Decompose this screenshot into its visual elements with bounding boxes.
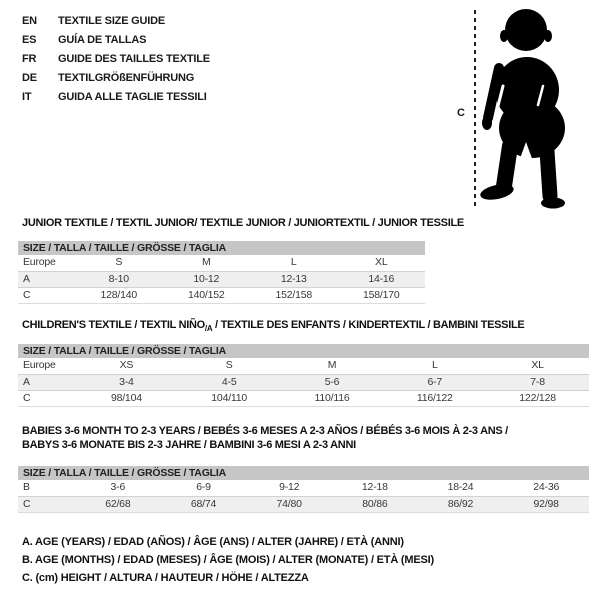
footnote-age-months: B. AGE (MONTHS) / EDAD (MESES) / ÂGE (MOIS) / ALTER (MONATE) / ETÀ (MESI) bbox=[22, 554, 434, 566]
language-row-es bbox=[22, 31, 210, 50]
table-cell: 62/68 bbox=[105, 498, 131, 510]
guide-title-en: TEXTILE SIZE GUIDE bbox=[58, 15, 166, 27]
table-cell: 6-7 bbox=[427, 376, 443, 388]
junior-section-heading: JUNIOR TEXTILE / TEXTIL JUNIOR/ TEXTILE JUNIOR / JUNIORTEXTIL / JUNIOR TESSILE bbox=[22, 217, 464, 229]
table-cell: 140/152 bbox=[187, 289, 225, 301]
table-cell: 6-9 bbox=[196, 481, 211, 493]
table-cell: 18-24 bbox=[447, 481, 474, 493]
children-size-table bbox=[18, 344, 589, 407]
table-cell: 10-12 bbox=[193, 273, 220, 285]
language-code: EN bbox=[22, 15, 37, 27]
language-code: ES bbox=[22, 34, 37, 46]
table-cell: 9-12 bbox=[279, 481, 300, 493]
table-cell: M bbox=[327, 359, 337, 371]
table-row-europe bbox=[18, 255, 425, 271]
guide-title-es: GUÍA DE TALLAS bbox=[58, 34, 147, 46]
table-cell: 104/110 bbox=[211, 392, 248, 404]
height-measure-label: C bbox=[457, 107, 465, 119]
junior-size-table bbox=[18, 241, 425, 304]
language-code: DE bbox=[22, 72, 37, 84]
table-cell: 8-10 bbox=[108, 273, 129, 285]
table-cell: 122/128 bbox=[519, 392, 556, 404]
table-cell: 74/80 bbox=[276, 498, 302, 510]
guide-title-it: GUIDA ALLE TAGLIE TESSILI bbox=[58, 91, 207, 103]
table-cell: 158/170 bbox=[362, 289, 400, 301]
babies-section-heading bbox=[22, 424, 508, 452]
table-cell: 4-5 bbox=[221, 376, 237, 388]
table-cell: 12-18 bbox=[361, 481, 388, 493]
heading-text: CHILDREN'S TEXTILE / TEXTIL NIÑO bbox=[22, 319, 205, 331]
row-label: Europe bbox=[23, 256, 56, 268]
table-cell: 116/122 bbox=[416, 392, 453, 404]
height-measure-dashed-line bbox=[474, 10, 476, 208]
size-bar: SIZE / TALLA / TAILLE / GRÖSSE / TAGLIA bbox=[18, 344, 589, 358]
heading-line-1: BABIES 3-6 MONTH TO 2-3 YEARS / BEBÉS 3-6 MESES A 2-3 AÑOS / BÉBÉS 3-6 MOIS À 2-3 ANS / bbox=[22, 425, 508, 437]
table-cell: 5-6 bbox=[324, 376, 340, 388]
language-row-de bbox=[22, 69, 210, 88]
language-row-fr bbox=[22, 50, 210, 69]
table-cell: 12-13 bbox=[280, 273, 307, 285]
table-cell: 3-4 bbox=[119, 376, 134, 388]
heading-text: / TEXTILE DES ENFANTS / KINDERTEXTIL / BAMBINI TESSILE bbox=[212, 319, 525, 331]
table-cell: M bbox=[201, 256, 211, 268]
size-bar: SIZE / TALLA / TAILLE / GRÖSSE / TAGLIA bbox=[18, 241, 425, 255]
guide-title-fr: GUIDE DES TAILLES TEXTILE bbox=[58, 53, 210, 65]
row-label: A bbox=[23, 273, 30, 285]
heading-subscript: /A bbox=[204, 324, 213, 334]
table-row-height bbox=[18, 496, 589, 512]
row-label: C bbox=[23, 392, 31, 404]
table-cell: XS bbox=[119, 359, 134, 371]
language-code: FR bbox=[22, 53, 37, 65]
table-cell: 7-8 bbox=[530, 376, 545, 388]
table-cell: XL bbox=[375, 256, 388, 268]
row-label: C bbox=[23, 498, 31, 510]
table-cell: 92/98 bbox=[533, 498, 559, 510]
language-title-list bbox=[22, 12, 210, 107]
table-cell: 152/158 bbox=[275, 289, 313, 301]
children-section-heading bbox=[22, 319, 524, 333]
footnote-height-cm: C. (cm) HEIGHT / ALTURA / HAUTEUR / HÖHE / ALTEZZA bbox=[22, 572, 309, 584]
table-row-age bbox=[18, 374, 589, 390]
table-row-europe bbox=[18, 358, 589, 374]
table-row-age bbox=[18, 271, 425, 287]
guide-title-de: TEXTILGRÖßENFÜHRUNG bbox=[58, 72, 195, 84]
table-cell: L bbox=[431, 359, 438, 371]
table-cell: 3-6 bbox=[110, 481, 126, 493]
size-bar: SIZE / TALLA / TAILLE / GRÖSSE / TAGLIA bbox=[18, 466, 589, 480]
table-row-height bbox=[18, 287, 425, 303]
table-cell: S bbox=[115, 256, 123, 268]
table-cell: S bbox=[225, 359, 233, 371]
table-cell: 98/104 bbox=[110, 392, 142, 404]
table-cell: 80/86 bbox=[362, 498, 388, 510]
table-cell: 24-36 bbox=[533, 481, 560, 493]
table-row-height bbox=[18, 390, 589, 406]
table-row-months bbox=[18, 480, 589, 496]
row-label: A bbox=[23, 376, 30, 388]
row-label: B bbox=[23, 481, 30, 493]
language-code: IT bbox=[22, 91, 32, 103]
heading-line-2: BABYS 3-6 MONATE BIS 2-3 JAHRE / BAMBINI 3-6 MESI A 2-3 ANNI bbox=[22, 439, 356, 451]
table-cell: 68/74 bbox=[190, 498, 217, 510]
babies-size-table bbox=[18, 466, 589, 513]
baby-silhouette bbox=[477, 6, 573, 210]
row-label: Europe bbox=[23, 359, 56, 371]
table-cell: 14-16 bbox=[368, 273, 395, 285]
row-label: C bbox=[23, 289, 31, 301]
language-row-en bbox=[22, 12, 210, 31]
footnote-age-years: A. AGE (YEARS) / EDAD (AÑOS) / ÂGE (ANS) / ALTER (JAHRE) / ETÀ (ANNI) bbox=[22, 536, 404, 548]
table-cell: 128/140 bbox=[100, 289, 138, 301]
table-cell: L bbox=[290, 256, 297, 268]
legend-footnotes bbox=[22, 533, 434, 587]
table-cell: 110/116 bbox=[314, 392, 350, 404]
table-cell: XL bbox=[531, 359, 544, 371]
table-cell: 86/92 bbox=[447, 498, 474, 510]
language-row-it bbox=[22, 88, 210, 107]
